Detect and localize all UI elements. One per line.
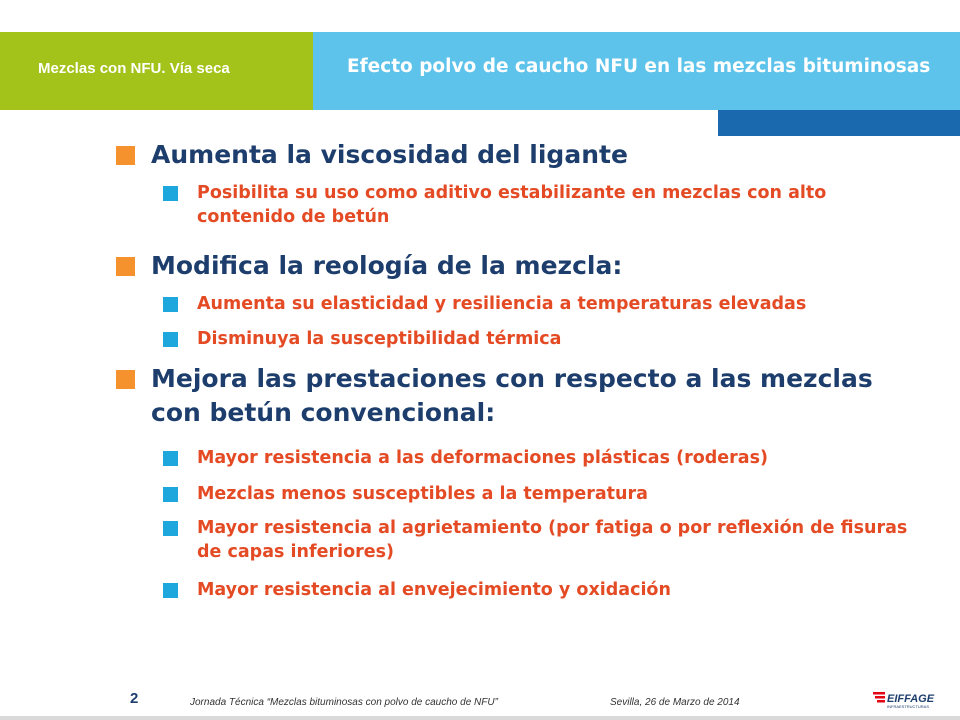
bullet-text: Mejora las prestaciones con respecto a las mezclas con betún convencional: xyxy=(151,364,873,427)
orange-square-bullet-icon xyxy=(116,146,135,165)
blue-square-bullet-icon xyxy=(163,487,178,502)
sub-bullet-item xyxy=(163,516,923,564)
footer-divider xyxy=(0,716,960,720)
sub-bullet-item xyxy=(163,327,923,351)
footer-date-text: Sevilla, 26 de Marzo de 2014 xyxy=(610,697,740,708)
sub-bullet-item xyxy=(163,446,923,470)
blue-square-bullet-icon xyxy=(163,297,178,312)
eiffage-logo xyxy=(873,689,953,711)
blue-square-bullet-icon xyxy=(163,451,178,466)
blue-square-bullet-icon xyxy=(163,583,178,598)
bullet-text: Modifica la reología de la mezcla: xyxy=(151,251,623,280)
eiffage-logo-icon xyxy=(873,689,953,711)
bullet-item xyxy=(116,138,906,172)
sub-bullet-text: Mayor resistencia a las deformaciones plásticas (roderas) xyxy=(197,448,768,468)
sub-bullet-text: Disminuya la susceptibilidad térmica xyxy=(197,329,562,349)
sub-bullet-text: Posibilita su uso como aditivo estabilizante en mezclas con alto contenido de betún xyxy=(197,183,827,227)
bullet-text: Aumenta la viscosidad del ligante xyxy=(151,140,628,169)
page-number: 2 xyxy=(130,690,139,707)
section-label: Mezclas con NFU. Vía seca xyxy=(38,60,230,77)
sub-bullet-item xyxy=(163,292,923,316)
sub-bullet-item xyxy=(163,482,923,506)
sub-bullet-text: Mayor resistencia al envejecimiento y oxidación xyxy=(197,580,671,600)
slide-title: Efecto polvo de caucho NFU en las mezclas bituminosas xyxy=(347,56,931,77)
sub-bullet-text: Mayor resistencia al agrietamiento (por fatiga o por reflexión de fisuras de capas inferiores) xyxy=(197,518,908,562)
sub-bullet-item xyxy=(163,181,923,229)
logo-wordmark: EIFFAGE xyxy=(887,693,935,705)
blue-square-bullet-icon xyxy=(163,332,178,347)
sub-bullet-text: Mezclas menos susceptibles a la temperatura xyxy=(197,484,648,504)
logo-subtext: INFRAESTRUCTURAS xyxy=(887,704,930,709)
bullet-item xyxy=(116,249,906,283)
blue-square-bullet-icon xyxy=(163,521,178,536)
orange-square-bullet-icon xyxy=(116,257,135,276)
sub-bullet-text: Aumenta su elasticidad y resiliencia a temperaturas elevadas xyxy=(197,294,807,314)
bullet-item xyxy=(116,362,906,430)
footer-event-text: Jornada Técnica “Mezclas bituminosas con polvo de caucho de NFU” xyxy=(190,697,498,708)
sub-bullet-item xyxy=(163,578,923,602)
blue-square-bullet-icon xyxy=(163,186,178,201)
orange-square-bullet-icon xyxy=(116,370,135,389)
